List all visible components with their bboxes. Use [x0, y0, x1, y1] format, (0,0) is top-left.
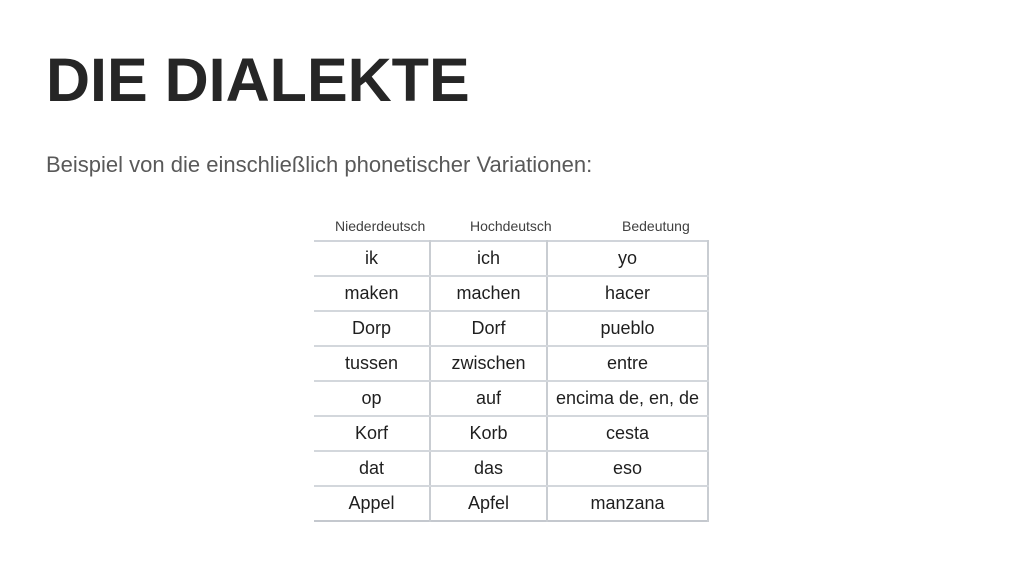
- table-cell-hochdeutsch: auf: [430, 381, 547, 416]
- table-cell-hochdeutsch: Apfel: [430, 486, 547, 521]
- table-cell-bedeutung: cesta: [547, 416, 708, 451]
- table-cell-hochdeutsch: machen: [430, 276, 547, 311]
- table-cell-niederdeutsch: ik: [314, 241, 430, 276]
- table-cell-bedeutung: pueblo: [547, 311, 708, 346]
- table-cell-niederdeutsch: dat: [314, 451, 430, 486]
- dialect-table-image: [314, 240, 709, 522]
- column-header-niederdeutsch: Niederdeutsch: [335, 218, 426, 234]
- table-row: [314, 381, 708, 416]
- table-row: [314, 311, 708, 346]
- table-cell-niederdeutsch: maken: [314, 276, 430, 311]
- slide-title: DIE DIALEKTE: [46, 46, 470, 114]
- table-row: [314, 451, 708, 486]
- table-row: [314, 241, 708, 276]
- table-cell-hochdeutsch: Dorf: [430, 311, 547, 346]
- table-row: [314, 486, 708, 521]
- slide-subtitle: Beispiel von die einschließlich phonetischer Variationen:: [46, 152, 593, 177]
- table-cell-niederdeutsch: Dorp: [314, 311, 430, 346]
- table-cell-hochdeutsch: Korb: [430, 416, 547, 451]
- table-cell-hochdeutsch: ich: [430, 241, 547, 276]
- table-row: [314, 276, 708, 311]
- table-cell-bedeutung: yo: [547, 241, 708, 276]
- table-cell-niederdeutsch: Korf: [314, 416, 430, 451]
- column-header-hochdeutsch: Hochdeutsch: [470, 218, 552, 234]
- table-column-headers: [0, 218, 1024, 238]
- table-row: [314, 416, 708, 451]
- table-cell-niederdeutsch: tussen: [314, 346, 430, 381]
- table-cell-hochdeutsch: zwischen: [430, 346, 547, 381]
- table-cell-bedeutung: eso: [547, 451, 708, 486]
- dialect-table: [314, 240, 709, 522]
- table-cell-bedeutung: entre: [547, 346, 708, 381]
- table-cell-bedeutung: encima de, en, de: [547, 381, 708, 416]
- table-row: [314, 346, 708, 381]
- table-cell-niederdeutsch: op: [314, 381, 430, 416]
- table-cell-hochdeutsch: das: [430, 451, 547, 486]
- column-header-bedeutung: Bedeutung: [622, 218, 690, 234]
- table-cell-bedeutung: manzana: [547, 486, 708, 521]
- table-cell-niederdeutsch: Appel: [314, 486, 430, 521]
- table-cell-bedeutung: hacer: [547, 276, 708, 311]
